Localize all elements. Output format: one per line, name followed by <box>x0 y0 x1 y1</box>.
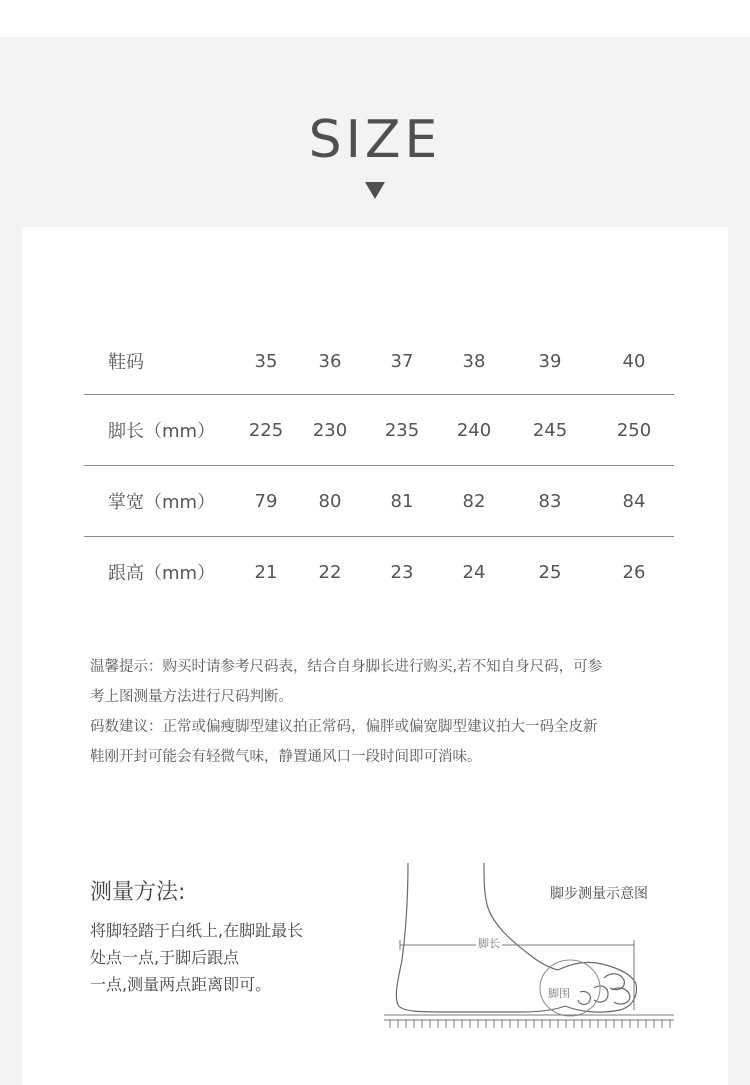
table-cell: 25 <box>538 561 562 583</box>
foot-girth-label: 脚围 <box>548 987 570 1000</box>
table-cell: 240 <box>456 419 492 441</box>
reminder-text: 考上图测量方法进行尺码判断。 <box>90 689 293 705</box>
size-tips <box>90 652 670 772</box>
down-triangle-icon <box>365 182 385 199</box>
ruler <box>384 1015 674 1020</box>
row-label: 鞋码 <box>108 352 144 373</box>
method-line: 一点,测量两点距离即可。 <box>90 975 272 994</box>
table-row <box>84 537 674 607</box>
page-title: SIZE <box>308 110 442 170</box>
table-cell: 24 <box>462 561 486 583</box>
table-row <box>84 466 674 536</box>
advice-text: 鞋刚开封可能会有轻微气味，静置通风口一段时间即可消味。 <box>90 749 482 765</box>
table-cell: 245 <box>532 419 568 441</box>
method-line: 处点一点,于脚后跟点 <box>90 948 240 967</box>
diagram-caption: 脚步测量示意图 <box>550 886 648 902</box>
table-cell: 39 <box>538 350 562 372</box>
table-cell: 36 <box>318 350 342 372</box>
table-cell: 235 <box>384 419 420 441</box>
table-cell: 230 <box>312 419 348 441</box>
ruler-ticks <box>390 1020 670 1028</box>
table-cell: 21 <box>254 561 278 583</box>
table-row <box>84 395 674 465</box>
method-title: 测量方法: <box>90 880 186 905</box>
length-line <box>400 940 634 1010</box>
table-cell: 81 <box>390 490 414 512</box>
table-cell: 82 <box>462 490 486 512</box>
table-cell: 38 <box>462 350 486 372</box>
table-cell: 80 <box>318 490 342 512</box>
table-cell: 40 <box>622 350 646 372</box>
table-cell: 225 <box>248 419 284 441</box>
row-label: 掌宽（mm） <box>108 492 216 513</box>
table-cell: 23 <box>390 561 414 583</box>
table-cell: 250 <box>616 419 652 441</box>
reminder-text: 温馨提示：购买时请参考尺码表，结合自身脚长进行购买,若不知自身尺码，可参 <box>90 659 603 675</box>
size-table <box>84 328 674 607</box>
row-label: 脚长（mm） <box>108 421 216 442</box>
table-cell: 35 <box>254 350 278 372</box>
advice-text: 码数建议：正常或偏瘦脚型建议拍正常码，偏胖或偏宽脚型建议拍大一码全皮新 <box>90 719 598 735</box>
table-cell: 84 <box>622 490 646 512</box>
table-cell: 79 <box>254 490 278 512</box>
method-description <box>90 917 360 998</box>
row-label: 跟高（mm） <box>108 563 216 584</box>
table-cell: 37 <box>390 350 414 372</box>
table-cell: 22 <box>318 561 342 583</box>
foot-measurement-diagram <box>380 860 680 1035</box>
table-cell: 26 <box>622 561 646 583</box>
foot-length-label: 脚长 <box>478 937 500 950</box>
table-cell: 83 <box>538 490 562 512</box>
foot-outline <box>396 863 636 1012</box>
top-strip <box>0 0 750 37</box>
table-row <box>84 328 674 394</box>
method-line: 将脚轻踏于白纸上,在脚趾最长 <box>90 921 304 940</box>
